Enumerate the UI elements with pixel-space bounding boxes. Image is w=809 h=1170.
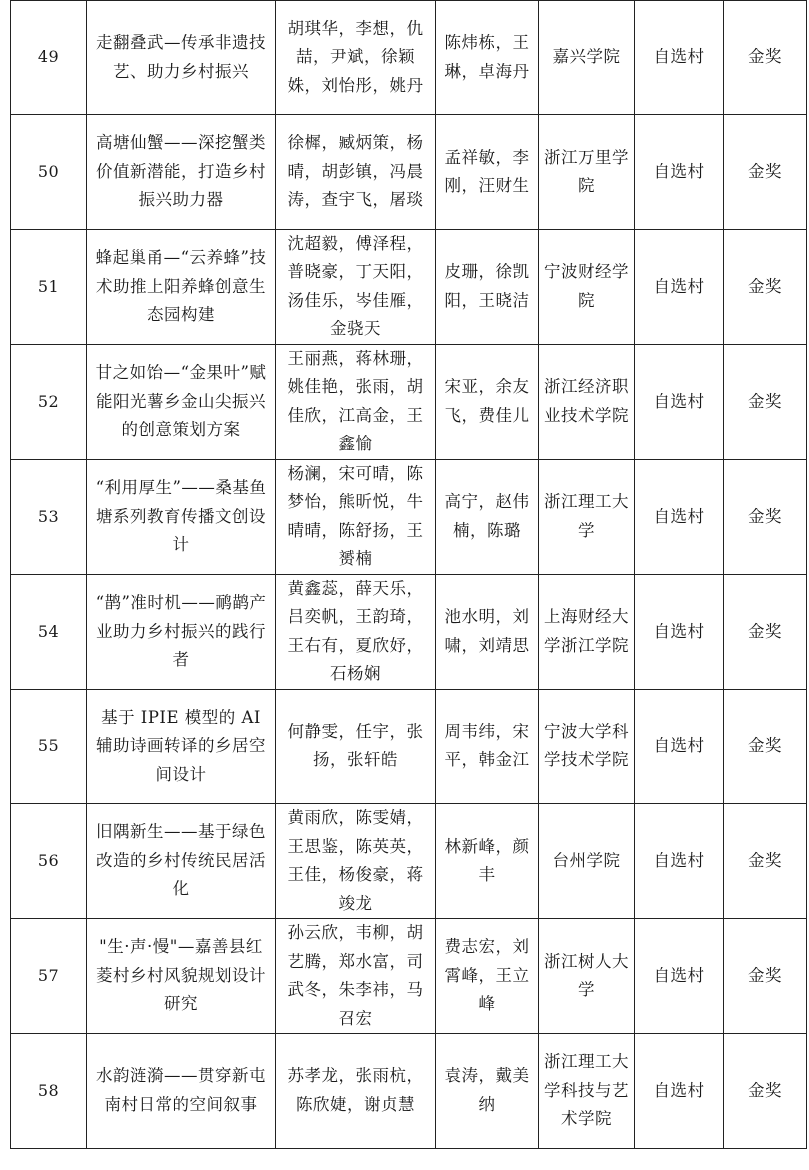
award: 金奖 (724, 1034, 807, 1148)
table-row (11, 1, 807, 115)
category: 自选村 (635, 1034, 724, 1148)
project-title: 旧隅新生——基于绿色改造的乡村传统民居活化 (87, 804, 276, 919)
advisors: 袁涛，戴美纳 (436, 1034, 539, 1148)
project-title: "生·声·慢"—嘉善县红菱村乡村风貌规划设计研究 (87, 919, 276, 1034)
row-number: 55 (11, 689, 87, 803)
table-row (11, 1034, 807, 1148)
team-members: 王丽燕，蒋林珊，姚佳艳，张雨，胡佳欣，江高金，王鑫愉 (276, 344, 436, 459)
award: 金奖 (724, 115, 807, 229)
advisors: 孟祥敏，李刚，汪财生 (436, 115, 539, 229)
category: 自选村 (635, 1, 724, 115)
team-members: 何静雯，任宇，张扬，张轩皓 (276, 689, 436, 803)
category: 自选村 (635, 459, 724, 574)
project-title: 蜂起巢甬—“云养蜂”技术助推上阳养蜂创意生态园构建 (87, 229, 276, 344)
award: 金奖 (724, 919, 807, 1034)
advisors: 陈炜栋，王琳，卓海丹 (436, 1, 539, 115)
team-members: 沈超毅，傅泽程，普晓豪，丁天阳，汤佳乐，岑佳雁，金骁天 (276, 229, 436, 344)
award-table (10, 0, 807, 1149)
row-number: 51 (11, 229, 87, 344)
category: 自选村 (635, 689, 724, 803)
award: 金奖 (724, 229, 807, 344)
category: 自选村 (635, 344, 724, 459)
school: 宁波财经学院 (539, 229, 635, 344)
award: 金奖 (724, 804, 807, 919)
school: 浙江理工大学科技与艺术学院 (539, 1034, 635, 1148)
category: 自选村 (635, 804, 724, 919)
team-members: 黄雨欣，陈雯婧，王思鉴，陈英英，王佳，杨俊豪，蒋竣龙 (276, 804, 436, 919)
advisors: 林新峰，颜丰 (436, 804, 539, 919)
row-number: 54 (11, 574, 87, 689)
table-row (11, 919, 807, 1034)
school: 嘉兴学院 (539, 1, 635, 115)
award: 金奖 (724, 689, 807, 803)
advisors: 高宁，赵伟楠，陈璐 (436, 459, 539, 574)
school: 浙江经济职业技术学院 (539, 344, 635, 459)
project-title: “利用厚生”——桑基鱼塘系列教育传播文创设计 (87, 459, 276, 574)
project-title: 走翻叠武—传承非遗技艺、助力乡村振兴 (87, 1, 276, 115)
table-row (11, 804, 807, 919)
table-row (11, 115, 807, 229)
advisors: 周韦纬，宋平，韩金江 (436, 689, 539, 803)
advisors: 费志宏，刘霄峰，王立峰 (436, 919, 539, 1034)
school: 浙江理工大学 (539, 459, 635, 574)
team-members: 徐樨，臧炳策，杨晴，胡彭镇，冯晨涛，查宇飞，屠琰 (276, 115, 436, 229)
row-number: 58 (11, 1034, 87, 1148)
table-row (11, 344, 807, 459)
school: 浙江树人大学 (539, 919, 635, 1034)
category: 自选村 (635, 115, 724, 229)
table-row (11, 459, 807, 574)
team-members: 黄鑫蕊，薛天乐，吕奕帆，王韵琦，王右有，夏欣妤，石杨娴 (276, 574, 436, 689)
advisors: 池水明，刘啸，刘靖思 (436, 574, 539, 689)
table-row (11, 689, 807, 803)
school: 浙江万里学院 (539, 115, 635, 229)
school: 宁波大学科学技术学院 (539, 689, 635, 803)
project-title: 基于 IPIE 模型的 AI 辅助诗画转译的乡居空间设计 (87, 689, 276, 803)
school: 台州学院 (539, 804, 635, 919)
row-number: 53 (11, 459, 87, 574)
advisors: 皮珊，徐凯阳，王晓洁 (436, 229, 539, 344)
team-members: 苏孝龙，张雨杭，陈欣婕，谢贞慧 (276, 1034, 436, 1148)
team-members: 胡琪华，李想，仇喆，尹斌，徐颖姝，刘怡彤，姚丹 (276, 1, 436, 115)
row-number: 56 (11, 804, 87, 919)
project-title: “鹊”准时机——鸸鹋产业助力乡村振兴的践行者 (87, 574, 276, 689)
row-number: 49 (11, 1, 87, 115)
award: 金奖 (724, 344, 807, 459)
row-number: 50 (11, 115, 87, 229)
table-row (11, 574, 807, 689)
table-row (11, 229, 807, 344)
award: 金奖 (724, 1, 807, 115)
project-title: 甘之如饴—“金果叶”赋能阳光薯乡金山尖振兴的创意策划方案 (87, 344, 276, 459)
project-title: 高塘仙蟹——深挖蟹类价值新潜能，打造乡村振兴助力器 (87, 115, 276, 229)
team-members: 杨澜，宋可晴，陈梦怡，熊昕悦，牛晴晴，陈舒扬，王赟楠 (276, 459, 436, 574)
row-number: 57 (11, 919, 87, 1034)
award: 金奖 (724, 459, 807, 574)
category: 自选村 (635, 919, 724, 1034)
category: 自选村 (635, 229, 724, 344)
award: 金奖 (724, 574, 807, 689)
row-number: 52 (11, 344, 87, 459)
school: 上海财经大学浙江学院 (539, 574, 635, 689)
category: 自选村 (635, 574, 724, 689)
advisors: 宋亚，余友飞，费佳儿 (436, 344, 539, 459)
team-members: 孙云欣，韦柳，胡艺腾，郑水富，司武冬，朱李祎，马召宏 (276, 919, 436, 1034)
project-title: 水韵涟漪——贯穿新屯南村日常的空间叙事 (87, 1034, 276, 1148)
